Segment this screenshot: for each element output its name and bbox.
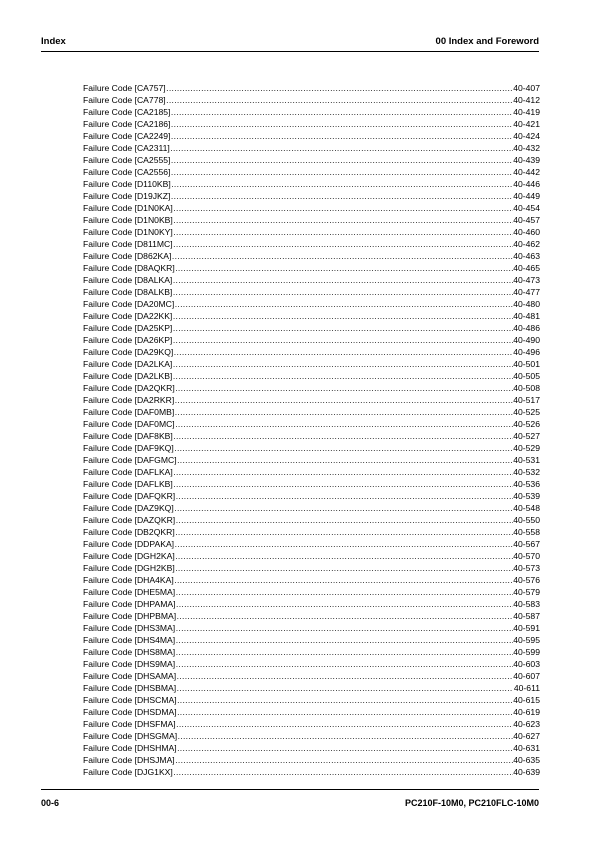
dot-leader: [176, 490, 513, 502]
index-entry-page: 40-477: [513, 287, 540, 297]
index-entry-label: Failure Code [DHPAMA]: [83, 599, 176, 609]
index-entry[interactable]: [83, 586, 540, 598]
index-entry-label: Failure Code [DHS3MA]: [83, 623, 176, 633]
index-entry-page: 40-619: [513, 707, 540, 717]
header-chapter-title: 00 Index and Foreword: [435, 36, 539, 47]
index-entry-page: 40-635: [513, 755, 540, 765]
index-entry[interactable]: [83, 226, 540, 238]
dot-leader: [175, 382, 513, 394]
dot-leader: [174, 502, 512, 514]
index-entry[interactable]: [83, 694, 540, 706]
index-entry-page: 40-573: [513, 563, 540, 573]
index-entry-label: Failure Code [DAFLKA]: [83, 467, 173, 477]
dot-leader: [173, 226, 512, 238]
dot-leader: [173, 202, 512, 214]
dot-leader: [176, 658, 513, 670]
index-entry[interactable]: [83, 382, 540, 394]
index-entry-page: 40-550: [513, 515, 540, 525]
index-entry-label: Failure Code [CA2249]: [83, 131, 171, 141]
index-entry-page: 40-525: [513, 407, 540, 417]
index-entry-label: Failure Code [DA25KP]: [83, 323, 173, 333]
index-entry-label: Failure Code [DHA4KA]: [83, 575, 174, 585]
dot-leader: [171, 166, 513, 178]
footer-divider: [41, 789, 539, 790]
index-entry[interactable]: [83, 322, 540, 334]
index-entry-label: Failure Code [D1N0KY]: [83, 227, 173, 237]
index-entry[interactable]: [83, 766, 540, 778]
index-entry-page: 40-539: [513, 491, 540, 501]
index-entry-label: Failure Code [DAFGMC]: [83, 455, 177, 465]
dot-leader: [176, 514, 513, 526]
dot-leader: [171, 154, 513, 166]
dot-leader: [173, 358, 513, 370]
dot-leader: [173, 214, 512, 226]
index-entry[interactable]: [83, 526, 540, 538]
index-entry[interactable]: [83, 202, 540, 214]
dot-leader: [177, 706, 513, 718]
index-entry[interactable]: [83, 394, 540, 406]
index-entry-page: 40-490: [513, 335, 540, 345]
index-entry-page: 40-558: [513, 527, 540, 537]
dot-leader: [176, 646, 513, 658]
index-entry[interactable]: [83, 286, 540, 298]
dot-leader: [173, 478, 512, 490]
index-entry-page: 40-631: [513, 743, 540, 753]
dot-leader: [176, 718, 513, 730]
index-entry[interactable]: [83, 310, 540, 322]
index-entry-page: 40-432: [513, 143, 540, 153]
dot-leader: [173, 286, 513, 298]
index-entry-label: Failure Code [DAF8KB]: [83, 431, 173, 441]
index-entry-label: Failure Code [DAF0MC]: [83, 419, 175, 429]
index-entry[interactable]: [83, 418, 540, 430]
index-entry-page: 40-639: [513, 767, 540, 777]
index-entry-page: 40-517: [513, 395, 540, 405]
index-entry-label: Failure Code [DJG1KX]: [83, 767, 173, 777]
index-entry[interactable]: [83, 730, 540, 742]
index-entry-label: Failure Code [D811MC]: [83, 239, 173, 249]
index-entry-page: 40-486: [513, 323, 540, 333]
index-entry[interactable]: [83, 550, 540, 562]
index-entry-page: 40-595: [513, 635, 540, 645]
dot-leader: [175, 562, 513, 574]
index-entry[interactable]: [83, 406, 540, 418]
dot-leader: [175, 406, 513, 418]
index-entry-page: 40-439: [513, 155, 540, 165]
index-entry[interactable]: [83, 718, 540, 730]
index-entry[interactable]: [83, 130, 540, 142]
dot-leader: [174, 442, 512, 454]
index-entry-label: Failure Code [CA778]: [83, 95, 166, 105]
index-list: [83, 82, 540, 778]
index-entry-label: Failure Code [D19JKZ]: [83, 191, 171, 201]
page-number: 00-6: [41, 798, 60, 808]
index-entry[interactable]: [83, 754, 540, 766]
index-entry[interactable]: [83, 334, 540, 346]
page-header: [41, 36, 539, 47]
dot-leader: [177, 742, 513, 754]
index-entry-label: Failure Code [DGH2KA]: [83, 551, 175, 561]
index-entry-label: Failure Code [DHSAMA]: [83, 671, 177, 681]
index-entry-page: 40-449: [513, 191, 540, 201]
dot-leader: [176, 586, 513, 598]
dot-leader: [174, 346, 513, 358]
index-entry-page: 40-442: [513, 167, 540, 177]
index-entry-page: 40-529: [513, 443, 540, 453]
dot-leader: [175, 538, 513, 550]
index-entry-page: 40-591: [513, 623, 540, 633]
index-entry-page: 40-599: [513, 647, 540, 657]
header-divider: [41, 51, 539, 52]
dot-leader: [171, 190, 513, 202]
index-entry-label: Failure Code [DHS9MA]: [83, 659, 176, 669]
dot-leader: [176, 634, 513, 646]
index-entry-label: Failure Code [DHE5MA]: [83, 587, 176, 597]
index-entry[interactable]: [83, 742, 540, 754]
index-entry-label: Failure Code [DA20MC]: [83, 299, 175, 309]
index-entry[interactable]: [83, 118, 540, 130]
index-entry[interactable]: [83, 442, 540, 454]
dot-leader: [172, 250, 513, 262]
index-entry-label: Failure Code [D8ALKA]: [83, 275, 173, 285]
dot-leader: [175, 550, 513, 562]
index-entry-label: Failure Code [DA2QKR]: [83, 383, 175, 393]
dot-leader: [175, 418, 513, 430]
index-entry-label: Failure Code [DHS4MA]: [83, 635, 176, 645]
index-entry[interactable]: [83, 514, 540, 526]
dot-leader: [173, 274, 513, 286]
index-entry[interactable]: [83, 178, 540, 190]
index-entry[interactable]: [83, 670, 540, 682]
index-entry-page: 40-527: [513, 431, 540, 441]
dot-leader: [171, 118, 513, 130]
index-entry-label: Failure Code [DA26KP]: [83, 335, 173, 345]
index-entry-page: 40-424: [513, 131, 540, 141]
index-entry[interactable]: [83, 94, 540, 106]
index-entry-label: Failure Code [DHSGMA]: [83, 731, 178, 741]
index-entry-page: 40-505: [513, 371, 540, 381]
index-entry[interactable]: [83, 370, 540, 382]
index-entry-label: Failure Code [DA29KQ]: [83, 347, 174, 357]
dot-leader: [173, 430, 512, 442]
index-entry[interactable]: [83, 106, 540, 118]
index-entry-label: Failure Code [D1N0KB]: [83, 215, 173, 225]
dot-leader: [177, 610, 513, 622]
index-entry[interactable]: [83, 154, 540, 166]
index-entry[interactable]: [83, 634, 540, 646]
index-entry[interactable]: [83, 490, 540, 502]
index-entry-label: Failure Code [CA2186]: [83, 119, 171, 129]
index-entry-label: Failure Code [DAZ9KQ]: [83, 503, 174, 513]
dot-leader: [175, 526, 513, 538]
index-entry[interactable]: [83, 430, 540, 442]
dot-leader: [173, 466, 512, 478]
index-entry-label: Failure Code [DHPBMA]: [83, 611, 177, 621]
index-entry[interactable]: [83, 454, 540, 466]
index-entry-page: 40-412: [513, 95, 540, 105]
index-entry-label: Failure Code [DHSJMA]: [83, 755, 175, 765]
dot-leader: [173, 370, 513, 382]
dot-leader: [166, 82, 513, 94]
index-entry-page: 40-480: [513, 299, 540, 309]
index-entry[interactable]: [83, 610, 540, 622]
index-entry-page: 40-473: [513, 275, 540, 285]
index-entry-page: 40-531: [513, 455, 540, 465]
index-entry[interactable]: [83, 466, 540, 478]
dot-leader: [177, 454, 513, 466]
dot-leader: [178, 730, 513, 742]
dot-leader: [177, 682, 514, 694]
index-entry-page: 40-463: [513, 251, 540, 261]
index-entry-page: 40-460: [513, 227, 540, 237]
index-entry-label: Failure Code [DHSFMA]: [83, 719, 176, 729]
index-entry-page: 40-548: [513, 503, 540, 513]
dot-leader: [170, 142, 512, 154]
index-entry-label: Failure Code [D1N0KA]: [83, 203, 173, 213]
index-entry-label: Failure Code [CA2311]: [83, 143, 170, 153]
index-entry-page: 40-607: [513, 671, 540, 681]
index-entry[interactable]: [83, 646, 540, 658]
index-entry[interactable]: [83, 706, 540, 718]
index-entry-page: 40-615: [513, 695, 540, 705]
index-entry[interactable]: [83, 658, 540, 670]
index-entry[interactable]: [83, 358, 540, 370]
dot-leader: [173, 238, 513, 250]
index-entry-label: Failure Code [DA2RKR]: [83, 395, 175, 405]
index-entry-label: Failure Code [D110KB]: [83, 179, 171, 189]
index-entry-page: 40-526: [513, 419, 540, 429]
dot-leader: [175, 298, 513, 310]
dot-leader: [173, 766, 512, 778]
index-entry-label: Failure Code [DHSDMA]: [83, 707, 177, 717]
index-entry-page: 40-611: [513, 683, 540, 693]
index-entry[interactable]: [83, 682, 540, 694]
index-entry[interactable]: [83, 250, 540, 262]
index-entry[interactable]: [83, 574, 540, 586]
header-section-label: Index: [41, 36, 66, 47]
index-entry[interactable]: [83, 622, 540, 634]
index-entry-label: Failure Code [D8AQKR]: [83, 263, 175, 273]
index-entry[interactable]: [83, 238, 540, 250]
dot-leader: [177, 694, 513, 706]
page-footer: [41, 798, 539, 808]
index-entry[interactable]: [83, 346, 540, 358]
index-entry-label: Failure Code [DB2QKR]: [83, 527, 175, 537]
index-entry-label: Failure Code [CA2185]: [83, 107, 171, 117]
index-entry-page: 40-536: [513, 479, 540, 489]
index-entry[interactable]: [83, 538, 540, 550]
index-entry-page: 40-508: [513, 383, 540, 393]
dot-leader: [171, 106, 513, 118]
index-entry-page: 40-532: [513, 467, 540, 477]
index-entry[interactable]: [83, 274, 540, 286]
index-entry-label: Failure Code [DHSHMA]: [83, 743, 177, 753]
index-entry-page: 40-570: [513, 551, 540, 561]
index-entry-page: 40-421: [513, 119, 540, 129]
dot-leader: [173, 334, 513, 346]
index-entry[interactable]: [83, 82, 540, 94]
index-entry[interactable]: [83, 502, 540, 514]
index-entry-label: Failure Code [DAFLKB]: [83, 479, 173, 489]
index-entry-page: 40-623: [513, 719, 540, 729]
index-entry-label: Failure Code [DHSBMA]: [83, 683, 177, 693]
dot-leader: [177, 670, 513, 682]
index-entry-label: Failure Code [DGH2KB]: [83, 563, 175, 573]
index-entry[interactable]: [83, 262, 540, 274]
dot-leader: [176, 598, 513, 610]
dot-leader: [175, 394, 513, 406]
index-entry-label: Failure Code [DAF9KQ]: [83, 443, 174, 453]
dot-leader: [173, 322, 513, 334]
index-entry-label: Failure Code [CA757]: [83, 83, 166, 93]
index-entry-label: Failure Code [D862KA]: [83, 251, 172, 261]
dot-leader: [174, 574, 512, 586]
index-entry-label: Failure Code [DAF0MB]: [83, 407, 175, 417]
index-entry-page: 40-576: [513, 575, 540, 585]
index-entry-label: Failure Code [D8ALKB]: [83, 287, 173, 297]
index-entry-label: Failure Code [DA2LKB]: [83, 371, 173, 381]
index-entry[interactable]: [83, 298, 540, 310]
index-entry-page: 40-457: [513, 215, 540, 225]
dot-leader: [175, 262, 513, 274]
index-entry-label: Failure Code [DAZQKR]: [83, 515, 176, 525]
index-entry-page: 40-603: [513, 659, 540, 669]
index-entry-page: 40-579: [513, 587, 540, 597]
index-entry-page: 40-481: [513, 311, 540, 321]
index-entry[interactable]: [83, 142, 540, 154]
dot-leader: [176, 622, 513, 634]
index-entry-page: 40-583: [513, 599, 540, 609]
index-entry[interactable]: [83, 166, 540, 178]
dot-leader: [171, 178, 513, 190]
index-entry-page: 40-462: [513, 239, 540, 249]
model-names: PC210F-10M0, PC210FLC-10M0: [404, 798, 539, 808]
index-entry-page: 40-446: [513, 179, 540, 189]
index-entry-page: 40-587: [513, 611, 540, 621]
index-entry[interactable]: [83, 190, 540, 202]
index-entry-page: 40-407: [513, 83, 540, 93]
index-entry-label: Failure Code [DA2LKA]: [83, 359, 173, 369]
index-entry-label: Failure Code [DHS8MA]: [83, 647, 176, 657]
index-entry-label: Failure Code [CA2556]: [83, 167, 171, 177]
index-entry-label: Failure Code [CA2555]: [83, 155, 171, 165]
index-entry-label: Failure Code [DA22KK]: [83, 311, 173, 321]
index-entry-page: 40-496: [513, 347, 540, 357]
index-entry-label: Failure Code [DDPAKA]: [83, 539, 175, 549]
index-entry-label: Failure Code [DHSCMA]: [83, 695, 177, 705]
index-entry[interactable]: [83, 214, 540, 226]
index-entry-label: Failure Code [DAFQKR]: [83, 491, 176, 501]
index-entry-page: 40-465: [513, 263, 540, 273]
index-entry-page: 40-454: [513, 203, 540, 213]
index-entry[interactable]: [83, 598, 540, 610]
index-entry[interactable]: [83, 478, 540, 490]
index-entry-page: 40-567: [513, 539, 540, 549]
dot-leader: [171, 130, 513, 142]
index-entry-page: 40-501: [513, 359, 540, 369]
index-entry[interactable]: [83, 562, 540, 574]
index-entry-page: 40-627: [513, 731, 540, 741]
dot-leader: [175, 754, 513, 766]
dot-leader: [173, 310, 513, 322]
dot-leader: [166, 94, 513, 106]
index-entry-page: 40-419: [513, 107, 540, 117]
